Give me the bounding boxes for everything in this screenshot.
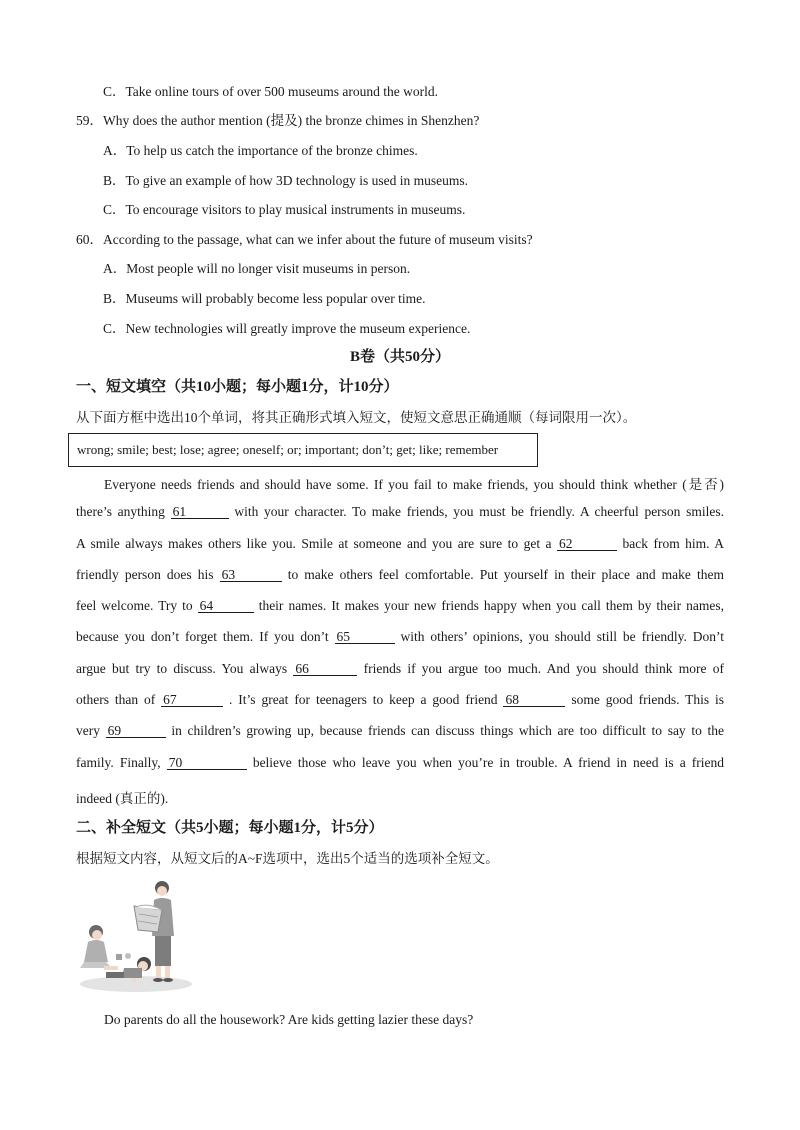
passage-line-8: others than of 67 . It’s great for teenagers to keep a good friend 68 some good friends. This is bbox=[76, 692, 725, 707]
blank-67[interactable]: 67 bbox=[161, 693, 223, 707]
passage-line-1: Everyone needs friends and should have some. If you fail to make friends, you should think whether (是否) bbox=[104, 477, 724, 492]
q60-option-b: B．Museums will probably become less popular over time. bbox=[103, 291, 426, 306]
housework-family-illustration-icon bbox=[76, 876, 196, 994]
passage-line-9: very 69 in children’s growing up, because friends can discuss things which are too difficult to say to the bbox=[76, 723, 725, 738]
passage-line-3: A smile always makes others like you. Smile at someone and you are sure to get a 62 back from him. A bbox=[76, 536, 725, 551]
blank-70[interactable]: 70 bbox=[167, 756, 247, 770]
q58-option-c: C．Take online tours of over 500 museums around the world. bbox=[103, 84, 438, 99]
part2-heading: 二、补全短文（共5小题；每小题1分，计5分） bbox=[76, 820, 384, 836]
q59-stem: 59．Why does the author mention (提及) the bronze chimes in Shenzhen? bbox=[76, 113, 480, 128]
part1-heading: 一、短文填空（共10小题；每小题1分，计10分） bbox=[76, 379, 399, 395]
passage-line-10: family. Finally, 70 believe those who leave you when you’re in trouble. A friend in need is a friend bbox=[76, 755, 725, 770]
passage-line-2: there’s anything 61 with your character. To make friends, you must be friendly. A cheerful person smiles. bbox=[76, 504, 725, 519]
q59-option-a: A．To help us catch the importance of the bronze chimes. bbox=[103, 143, 418, 158]
section-b-title: B卷（共50分） bbox=[349, 349, 450, 365]
blank-65[interactable]: 65 bbox=[335, 630, 395, 644]
q60-option-c: C．New technologies will greatly improve the museum experience. bbox=[103, 321, 471, 336]
passage-line-11: indeed (真正的). bbox=[76, 791, 169, 806]
blank-61[interactable]: 61 bbox=[171, 505, 229, 519]
blank-69[interactable]: 69 bbox=[106, 724, 166, 738]
blank-68[interactable]: 68 bbox=[503, 693, 565, 707]
passage-line-4: friendly person does his 63 to make others feel comfortable. Put yourself in their place and make them bbox=[76, 567, 725, 582]
passage-line-6: because you don’t forget them. If you don’t 65 with others’ opinions, you should still be friendly. Don’t bbox=[76, 629, 725, 644]
blank-63[interactable]: 63 bbox=[220, 568, 282, 582]
part2-instruction: 根据短文内容，从短文后的A~F选项中，选出5个适当的选项补全短文。 bbox=[76, 851, 499, 866]
blank-64[interactable]: 64 bbox=[198, 599, 254, 613]
passage-line-5: feel welcome. Try to 64 their names. It makes your new friends happy when you call them by their names, bbox=[76, 598, 724, 613]
part1-instruction: 从下面方框中选出10个单词，将其正确形式填入短文，使短文意思正确通顺（每词限用一次）。 bbox=[76, 410, 637, 425]
word-box bbox=[68, 433, 538, 467]
passage-line-7: argue but try to discuss. You always 66 friends if you argue too much. And you should think more of bbox=[76, 661, 724, 676]
q59-option-b: B．To give an example of how 3D technology is used in museums. bbox=[103, 173, 469, 188]
part2-first-line: Do parents do all the housework? Are kids getting lazier these days? bbox=[104, 1012, 474, 1027]
blank-62[interactable]: 62 bbox=[557, 537, 617, 551]
blank-66[interactable]: 66 bbox=[293, 662, 357, 676]
q60-option-a: A．Most people will no longer visit museums in person. bbox=[103, 261, 411, 276]
q60-stem: 60．According to the passage, what can we infer about the future of museum visits? bbox=[76, 232, 533, 247]
word-box-text: wrong; smile; best; lose; agree; oneself; or; important; don’t; get; like; remember bbox=[77, 442, 499, 457]
q59-option-c: C．To encourage visitors to play musical instruments in museums. bbox=[103, 202, 466, 217]
